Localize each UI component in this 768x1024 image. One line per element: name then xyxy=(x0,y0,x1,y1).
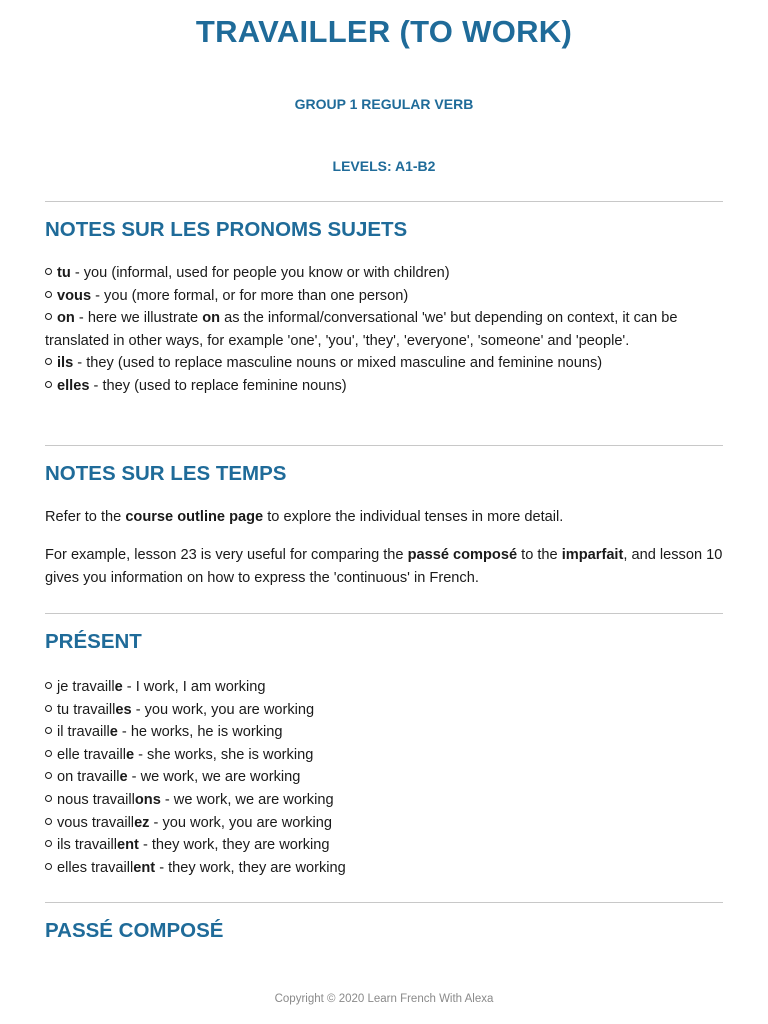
bullet-circle-icon xyxy=(45,727,52,734)
pronoun-note: - they (used to replace masculine nouns or mixed masculine and feminine nouns) xyxy=(73,355,603,372)
divider xyxy=(45,902,723,903)
bullet-circle-icon xyxy=(45,772,52,779)
conjugation-item xyxy=(45,699,725,722)
section-heading-passe-compose: PASSÉ COMPOSÉ xyxy=(45,919,224,942)
conjugation-meaning: - you work, you are working xyxy=(131,701,315,718)
conjugation-item xyxy=(45,766,725,789)
conjugation-item xyxy=(45,676,725,699)
conjugation-ending: e xyxy=(109,724,118,741)
conjugation-ending: ons xyxy=(134,791,161,808)
pronoun-note: - you (informal, used for people you know or with children) xyxy=(70,265,450,281)
section-heading-pronoms: NOTES SUR LES PRONOMS SUJETS xyxy=(45,218,408,241)
conjugation-item xyxy=(45,744,725,767)
conjugation-stem: on travaill xyxy=(57,769,120,786)
bullet-circle-icon xyxy=(45,750,52,757)
bullet-circle-icon xyxy=(45,381,52,388)
bullet-circle-icon xyxy=(45,863,52,870)
conjugation-ending: es xyxy=(115,701,132,718)
conjugation-stem: je travaill xyxy=(57,679,115,695)
page-title: TRAVAILLER (TO WORK) xyxy=(195,14,573,49)
conjugation-meaning: - they work, they are working xyxy=(155,859,346,876)
text: Refer to the xyxy=(45,509,126,525)
pronoun-term: vous xyxy=(57,287,92,304)
bullet-circle-icon xyxy=(45,818,52,825)
section-heading-present: PRÉSENT xyxy=(45,630,142,653)
pronoun-term: ils xyxy=(57,355,74,372)
conjugation-meaning: - she works, she is working xyxy=(134,746,314,763)
text: to the xyxy=(517,547,562,563)
text: For example, lesson 23 is very useful for comparing the xyxy=(45,547,408,563)
conjugation-ending: e xyxy=(125,746,135,763)
pronoun-note: - here we illustrate xyxy=(74,310,203,327)
course-outline-link[interactable]: course outline page xyxy=(125,509,264,525)
copyright-footer: Copyright © 2020 Learn French With Alexa xyxy=(274,993,494,1005)
conjugation-meaning: - we work, we are working xyxy=(160,791,334,808)
conjugation-stem: elles travaill xyxy=(57,859,134,876)
list-item xyxy=(45,352,725,375)
present-conjugation-list xyxy=(45,676,725,879)
bullet-circle-icon xyxy=(45,268,52,275)
section-heading-temps: NOTES SUR LES TEMPS xyxy=(45,462,287,485)
conjugation-ending: e xyxy=(119,769,128,786)
conjugation-stem: il travaill xyxy=(57,724,110,741)
divider xyxy=(45,201,723,202)
bullet-circle-icon xyxy=(45,291,52,298)
list-item xyxy=(45,375,725,398)
conjugation-item xyxy=(45,812,725,835)
text: , and lesson 10 gives you information on how to express the 'continuous' in French. xyxy=(45,547,723,586)
conjugation-meaning: - I work, I am working xyxy=(122,679,266,695)
bullet-circle-icon xyxy=(45,840,52,847)
pronoms-list xyxy=(45,262,725,398)
bullet-circle-icon xyxy=(45,313,52,320)
conjugation-meaning: - he works, he is working xyxy=(117,724,283,741)
tense-term: imparfait xyxy=(561,547,624,563)
bullet-circle-icon xyxy=(45,358,52,365)
pronoun-term-inline: on xyxy=(202,310,221,327)
conjugation-ending: ent xyxy=(117,837,139,854)
divider xyxy=(45,613,723,614)
conjugation-stem: elle travaill xyxy=(57,746,126,763)
temps-paragraph-2 xyxy=(45,544,725,589)
conjugation-stem: nous travaill xyxy=(57,791,135,808)
conjugation-stem: ils travaill xyxy=(57,837,118,854)
pronoun-term: tu xyxy=(57,265,71,281)
conjugation-ending: ent xyxy=(133,859,156,876)
levels: LEVELS: A1-B2 xyxy=(332,158,436,174)
bullet-circle-icon xyxy=(45,682,52,689)
conjugation-ending: ez xyxy=(134,814,150,831)
text: to explore the individual tenses in more detail. xyxy=(263,509,564,525)
bullet-circle-icon xyxy=(45,705,52,712)
pronoun-note: as the informal/conversational 'we' but depending on context, it can be translated in other ways, for example 'one', 'you', 'they', 'everyone', 'someone' and 'people'. xyxy=(45,310,678,349)
pronoun-term: elles xyxy=(57,377,90,394)
temps-paragraph-1 xyxy=(45,506,725,529)
conjugation-item xyxy=(45,834,725,857)
conjugation-stem: vous travaill xyxy=(57,814,135,831)
conjugation-stem: tu travaill xyxy=(57,701,116,718)
conjugation-item xyxy=(45,721,725,744)
list-item xyxy=(45,285,725,308)
divider xyxy=(45,445,723,446)
list-item xyxy=(45,262,725,285)
pronoun-term: on xyxy=(57,310,75,327)
conjugation-meaning: - we work, we are working xyxy=(127,769,301,786)
conjugation-ending: e xyxy=(114,679,123,695)
conjugation-meaning: - they work, they are working xyxy=(138,837,330,854)
pronoun-note: - you (more formal, or for more than one person) xyxy=(91,287,409,304)
conjugation-item xyxy=(45,857,725,880)
bullet-circle-icon xyxy=(45,795,52,802)
verb-group: GROUP 1 REGULAR VERB xyxy=(294,96,474,112)
tense-term: passé composé xyxy=(407,547,518,563)
pronoun-note: - they (used to replace feminine nouns) xyxy=(89,377,347,394)
conjugation-meaning: - you work, you are working xyxy=(149,814,332,831)
conjugation-item xyxy=(45,789,725,812)
list-item xyxy=(45,307,725,352)
